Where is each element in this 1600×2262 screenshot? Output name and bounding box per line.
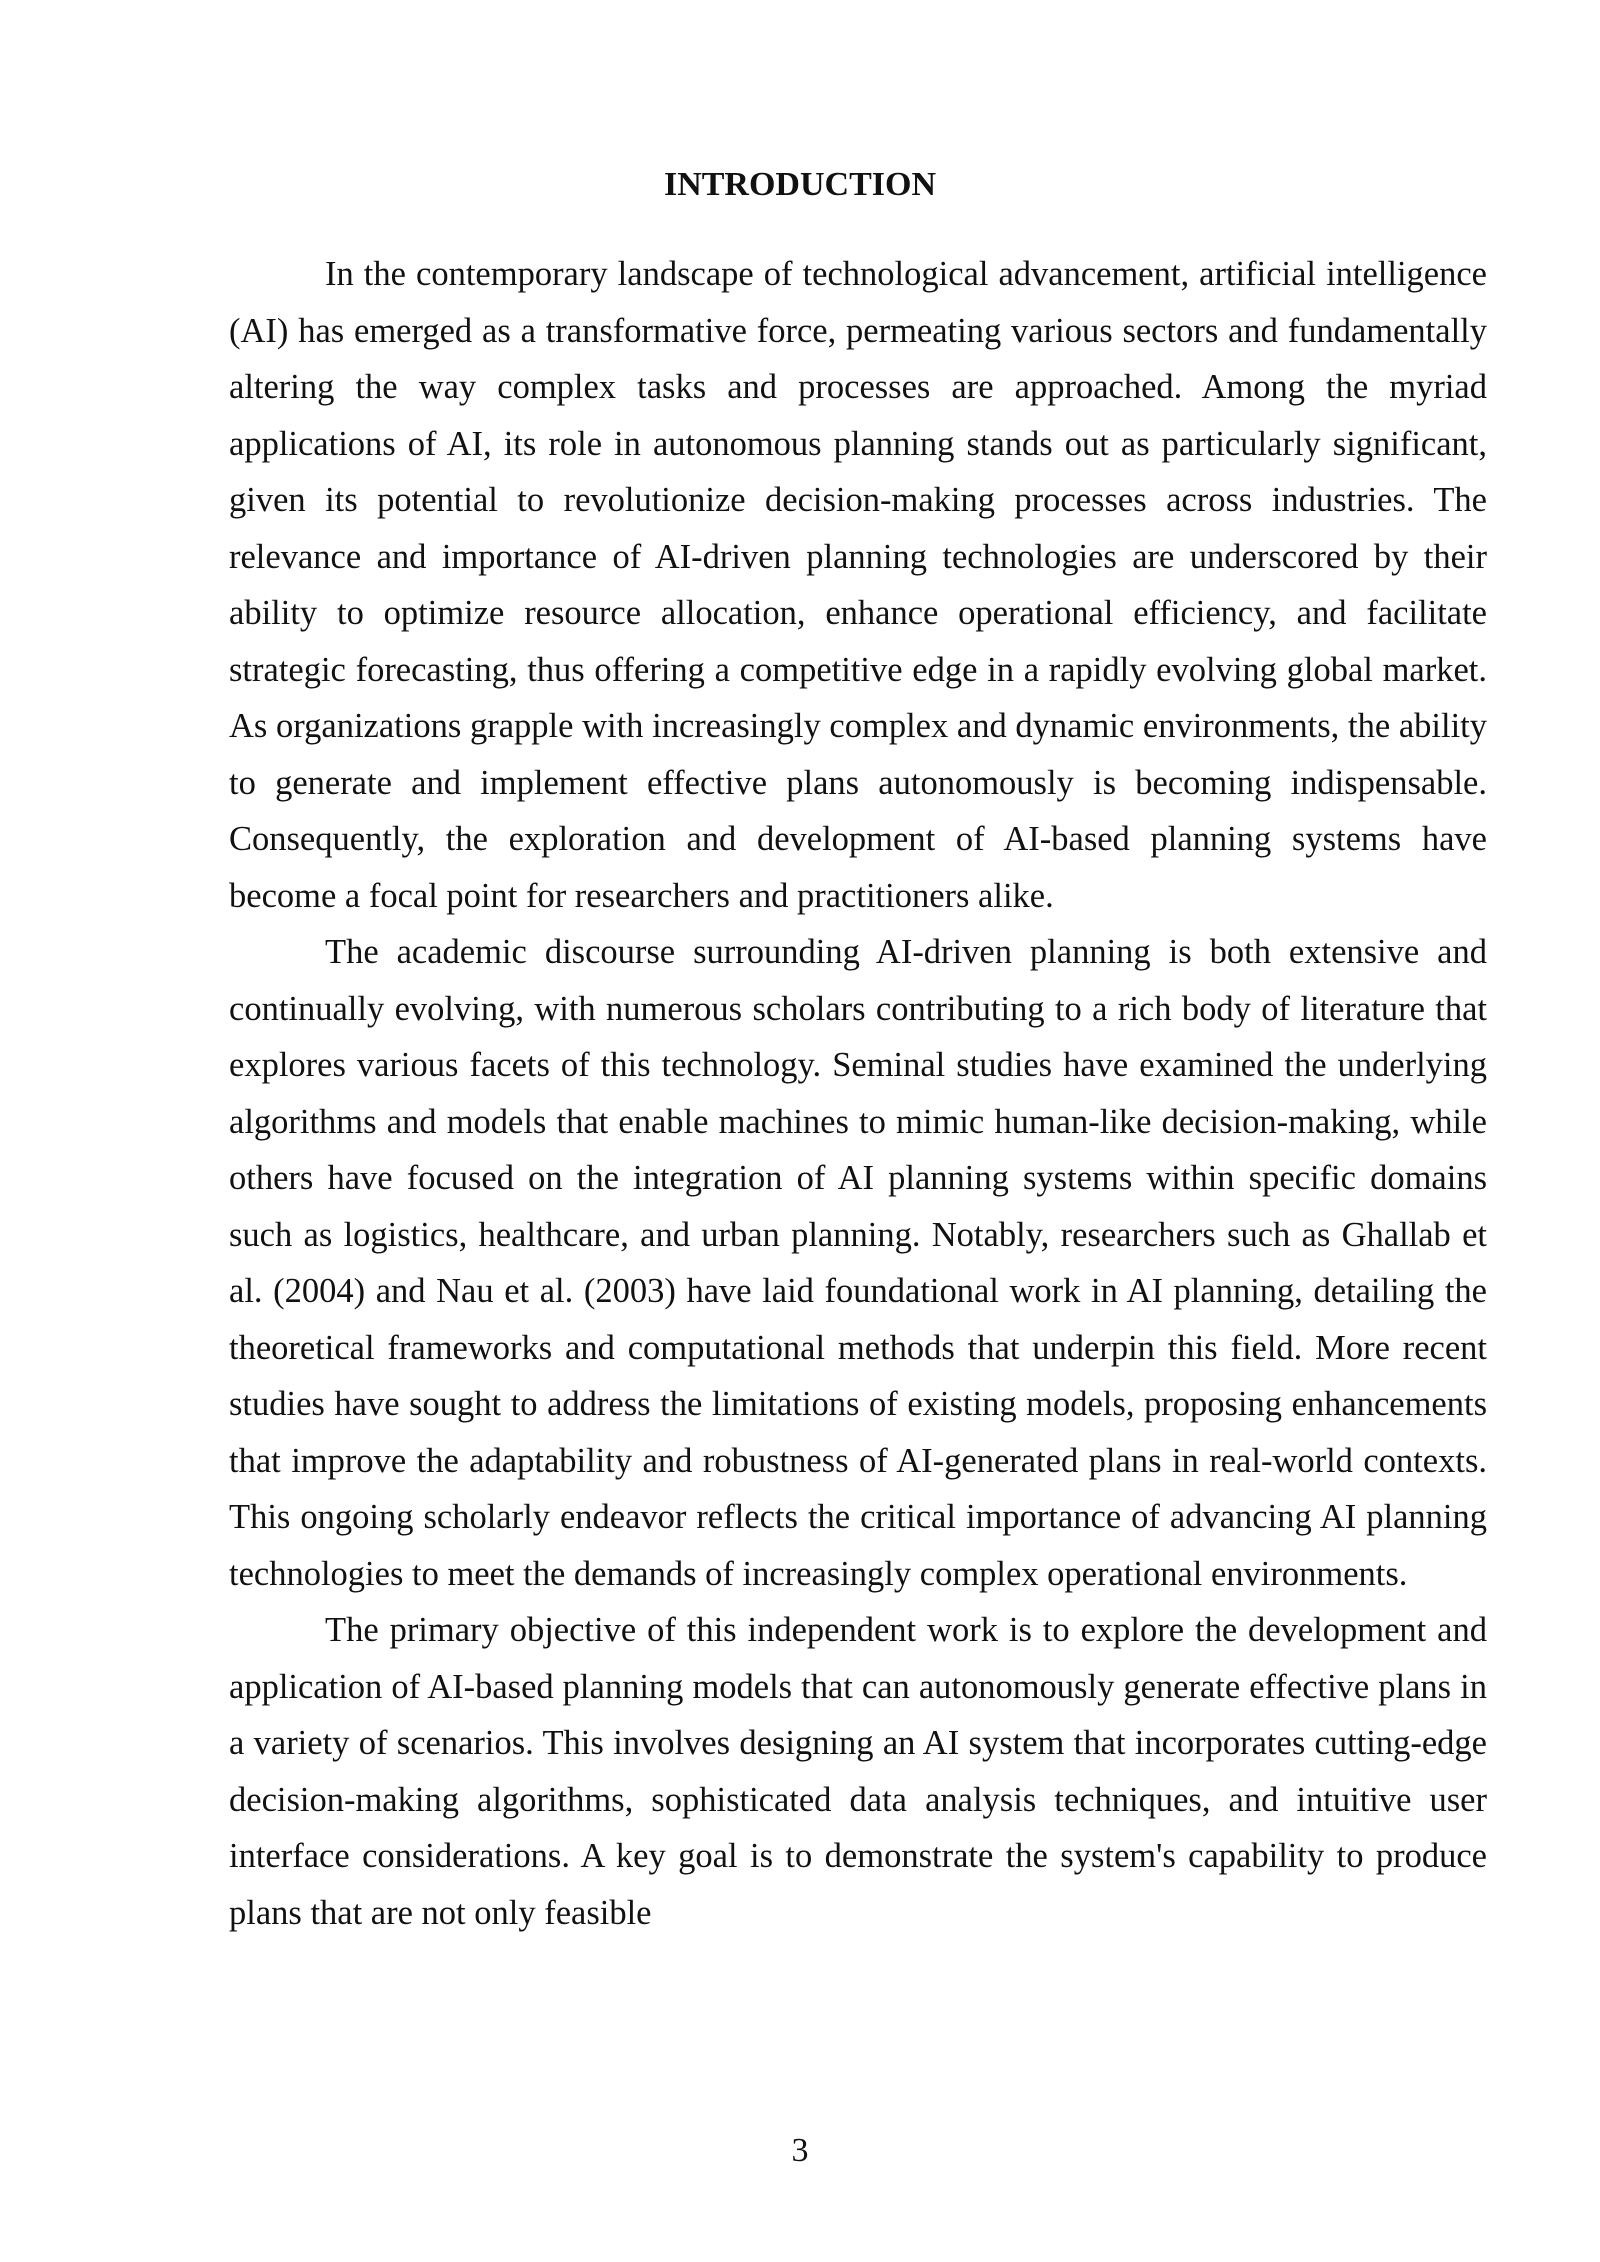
paragraph-1: In the contemporary landscape of technological advancement, artificial intelligence (AI) has emerged as a transformative force, permeating various sectors and fundamentally altering the way complex tasks and processes are approached. Among the myriad applications of AI, its role in autonomous planning stands out as particularly significant, given its potential to revolutionize decision-making processes across industries. The relevance and importance of AI-driven planning technologies are underscored by their ability to optimize resource allocation, enhance operational efficiency, and facilitate strategic forecasting, thus offering a competitive edge in a rapidly evolving global market. As organizations grapple with increasingly complex and dynamic environments, the ability to generate and implement effective plans autonomously is becoming indispensable. Consequently, the exploration and development of AI-based planning systems have become a focal point for researchers and practitioners alike. — [229, 255, 1487, 915]
paragraph-2: The academic discourse surrounding AI-driven planning is both extensive and continually evolving, with numerous scholars contributing to a rich body of literature that explores various facets of this technology. Seminal studies have examined the underlying algorithms and models that enable machines to mimic human-like decision-making, while others have focused on the integration of AI planning systems within specific domains such as logistics, healthcare, and urban planning. Notably, researchers such as Ghallab et al. (2004) and Nau et al. (2003) have laid foundational work in AI planning, detailing the theoretical frameworks and computational methods that underpin this field. More recent studies have sought to address the limitations of existing models, proposing enhancements that improve the adaptability and robustness of AI-generated plans in real-world contexts. This ongoing scholarly endeavor reflects the critical importance of advancing AI planning technologies to meet the demands of increasingly complex operational environments. — [229, 933, 1487, 1593]
section-heading: INTRODUCTION — [663, 166, 937, 203]
paragraph-3: The primary objective of this independent work is to explore the development and application of AI-based planning models that can autonomously generate effective plans in a variety of scenarios. This involves designing an AI system that incorporates cutting-edge decision-making algorithms, sophisticated data analysis techniques, and intuitive user interface considerations. A key goal is to demonstrate the system's capability to produce plans that are not only feasible — [229, 1611, 1487, 1932]
body-text — [229, 246, 1487, 1941]
page-number: 3 — [791, 2132, 809, 2169]
